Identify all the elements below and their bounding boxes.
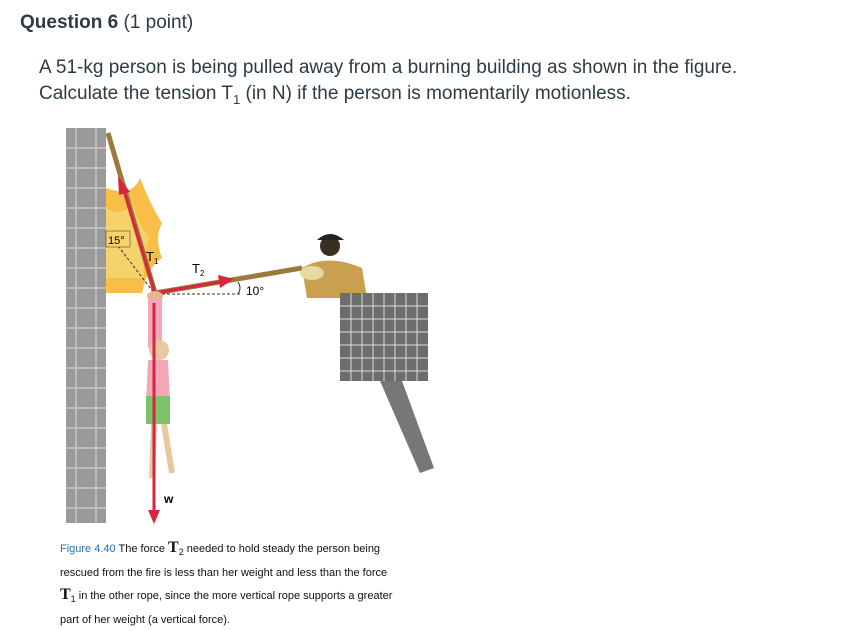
weight-label: w <box>164 492 174 506</box>
hanging-person <box>146 291 172 478</box>
rescue-figure <box>62 128 442 528</box>
caption-part-2: needed to hold steady the person being <box>183 543 381 555</box>
caption-t2: T <box>168 539 179 556</box>
question-line-2-sub: 1 <box>233 91 241 107</box>
caption-line-4: part of her weight (a vertical force). <box>60 614 230 627</box>
caption-t2-sub: 2 <box>178 547 184 558</box>
caption-line-2: rescued from the fire is less than her weight and less than the force <box>60 567 388 580</box>
caption-line-3-text: in the other rope, since the more vertical rope supports a greater <box>75 590 393 603</box>
rescuer <box>300 234 367 298</box>
caption-t1: T <box>60 586 71 604</box>
t2-label: $T_2$ <box>192 261 205 278</box>
caption-line-1 <box>60 537 440 563</box>
t1-label: $T_1$ <box>146 249 159 266</box>
caption-t1-sub: 1 <box>70 594 76 605</box>
rescue-bucket <box>340 293 434 473</box>
question-line-2-suffix: (in N) if the person is momentarily motionless. <box>240 83 631 104</box>
question-points: (1 point) <box>123 12 194 33</box>
question-line-1: A 51-kg person is being pulled away from a burning building as shown in the figure. <box>39 57 738 78</box>
question-line-2-prefix: Calculate the tension T <box>39 83 233 104</box>
building-wall <box>66 128 106 523</box>
figure-caption <box>60 537 440 631</box>
question-title: Question 6 <box>20 12 119 33</box>
question-line-2 <box>39 81 839 113</box>
t2-arrow <box>155 282 220 293</box>
rescue-diagram <box>62 128 442 528</box>
angle-10-label: 10° <box>246 284 265 298</box>
caption-part-1: The force <box>115 543 169 555</box>
question-text <box>39 55 839 113</box>
question-header <box>20 12 193 34</box>
angle-15-label: 15° <box>108 235 125 247</box>
caption-line-3 <box>60 584 440 610</box>
caption-figure-label: Figure 4.40 <box>60 543 116 555</box>
